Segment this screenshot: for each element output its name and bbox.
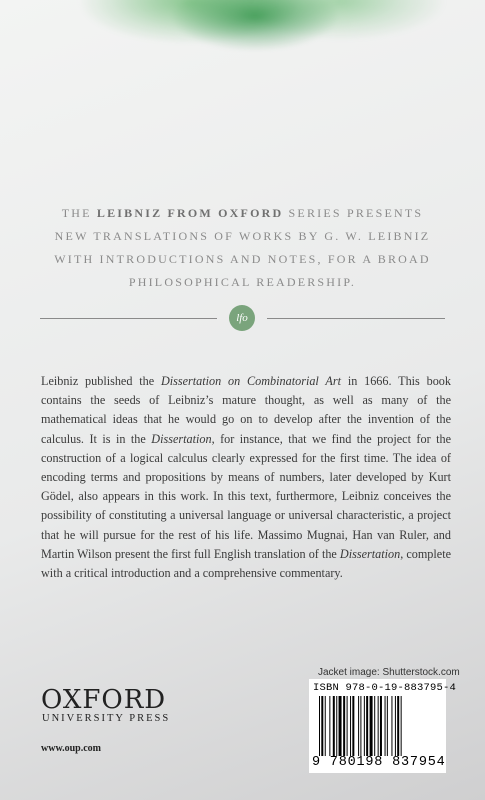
book-blurb xyxy=(41,372,451,583)
publisher-subtitle: UNIVERSITY PRESS xyxy=(42,713,171,724)
isbn-number: ISBN 978-0-19-883795-4 xyxy=(313,682,457,694)
series-line: WITH INTRODUCTIONS AND NOTES, FOR A BROAD xyxy=(54,252,431,266)
blurb-paragraph: Leibniz published the Dissertation on Combinatorial Art in 1666. This book contains the seeds of Leibniz’s mature thought, as well as many of the mathematical ideas that he would go on to develop after the invention of the calculus. It is in the Dissertation, for instance, that we find the project for the construction of a logical calculus clearly expressed for the first time. The idea of encoding terms and propositions by means of numbers, later developed by Kurt Gödel, also appears in this work. In this text, furthermore, Leibniz conceives the possibility of constituting a universal language or universal characteristic, a project that he will pursue for the rest of his life. Massimo Mugnai, Han van Ruler, and Martin Wilson present the first full English translation of the Dissertation, complete with a critical introduction and a comprehensive commentary. xyxy=(41,374,452,581)
watercolor-green-splash xyxy=(40,0,470,100)
series-description xyxy=(40,202,445,294)
barcode-icon xyxy=(319,696,439,756)
series-line: PHILOSOPHICAL READERSHIP. xyxy=(128,275,357,289)
isbn-barcode xyxy=(309,679,457,773)
divider-right xyxy=(267,318,445,319)
barcode-digits: 9 780198 837954 xyxy=(312,755,446,770)
publisher-url: www.oup.com xyxy=(41,743,102,754)
jacket-credit: Jacket image: Shutterstock.com xyxy=(318,667,460,678)
series-logo-icon: lfo xyxy=(229,305,255,331)
series-line: NEW TRANSLATIONS OF WORKS BY G. W. LEIBNIZ xyxy=(54,229,431,243)
divider-left xyxy=(40,318,217,319)
publisher-logo: OXFORD xyxy=(41,685,167,715)
series-line: THE LEIBNIZ FROM OXFORD SERIES PRESENTS xyxy=(61,206,424,220)
